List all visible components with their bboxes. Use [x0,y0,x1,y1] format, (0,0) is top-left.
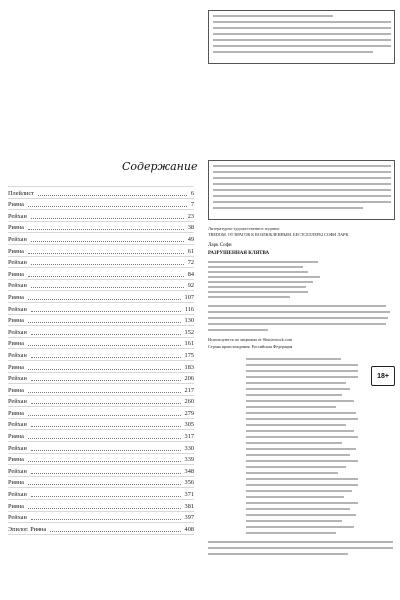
contents-entry-page: 116 [184,305,194,313]
contents-entry-page: 339 [184,456,194,464]
text-line [213,39,391,41]
text-line [208,317,388,319]
text-line [213,207,363,209]
contents-entry [8,268,194,280]
contents-entry-title: Рияна [8,293,24,301]
contents-entry [8,210,194,222]
contents-entry [8,407,194,419]
contents-entry-page: 7 [190,201,194,209]
contents-entry-page: 381 [184,502,194,510]
book-title: РАЗРУШЕННАЯ КЛЯТВА [208,251,270,256]
copyright-notice-box [208,10,395,64]
contents-entry-title: Плейлист [8,189,34,197]
contents-entry-title: Рейхан [8,491,27,499]
text-line [246,526,354,528]
contents-heading: Содержание [122,160,198,173]
contents-entry-title: Рияна [8,433,24,441]
contents-entry-title: Рияна [8,270,24,278]
text-line [246,358,341,360]
contents-entry [8,396,194,408]
contents-entry [8,361,194,373]
contents-entry-title: Рияна [8,317,24,325]
contents-entry [8,373,194,385]
contents-entry-title: Рияна [8,502,24,510]
dot-leader [28,392,181,393]
dot-leader [31,496,181,497]
contents-entry-title: Рияна [8,409,24,417]
text-line [246,508,350,510]
contents-entry-title: Рияна [8,363,24,371]
contents-entry [8,523,194,535]
dot-leader [31,403,181,404]
contents-entry-title: Рияна [8,340,24,348]
dot-leader [28,229,184,230]
text-line [213,51,373,53]
contents-entry-title: Рияна [8,479,24,487]
contents-entry [8,442,194,454]
text-line [213,171,391,173]
dot-leader [28,415,181,416]
dot-leader [28,369,181,370]
author-name: Ларк Софи [208,243,232,248]
contents-entry-title: Рейхан [8,235,27,243]
dot-leader [31,241,184,242]
contents-entry-page: 356 [184,479,194,487]
contents-entry-page: 305 [184,421,194,429]
text-line [246,514,356,516]
contents-entry [8,465,194,477]
contents-entry-title: Рейхан [8,375,27,383]
contents-entry-title: Рияна [8,201,24,209]
text-line [208,323,386,325]
text-line [208,291,308,293]
text-line [246,388,350,390]
series-label: Литературно-художественное издание [208,226,280,231]
dot-leader [28,206,187,207]
text-line [246,412,356,414]
contents-entry-page: 348 [184,467,194,475]
contents-entry [8,430,194,442]
text-line [246,454,350,456]
contents-entry-page: 107 [184,293,194,301]
contents-entry-page: 92 [187,282,194,290]
dot-leader [28,299,181,300]
contents-entry [8,512,194,524]
contents-entry [8,488,194,500]
dot-leader [31,473,181,474]
contents-entry [8,280,194,292]
dot-leader [31,287,184,288]
dot-leader [28,508,181,509]
text-line [246,394,342,396]
text-line [208,553,348,555]
text-line [213,165,391,167]
dot-leader [28,345,181,346]
text-line [208,311,390,313]
text-line [246,442,342,444]
contents-entry-page: 183 [184,363,194,371]
contents-entry [8,245,194,257]
dot-leader [28,322,181,323]
contents-entry [8,291,194,303]
contents-entry-page: 206 [184,375,194,383]
age-rating-badge: 18+ [371,366,395,386]
text-line [213,201,391,203]
contents-entry [8,419,194,431]
text-line [208,261,318,263]
text-line [246,520,342,522]
contents-entry-page: 317 [184,433,194,441]
imprint-page [206,0,400,600]
text-line [246,466,346,468]
dot-leader [31,311,181,312]
text-line [246,418,358,420]
dot-leader [28,484,181,485]
contents-entry [8,500,194,512]
contents-entry [8,257,194,269]
text-line [246,472,338,474]
contents-entry [8,233,194,245]
contents-entry-page: 84 [187,270,194,278]
text-line [208,305,386,307]
text-line [246,484,358,486]
contents-entry-title: Рияна [8,224,24,232]
contents-entry-title: Рейхан [8,421,27,429]
text-line [213,189,391,191]
text-line [213,177,391,179]
text-line [246,448,356,450]
contents-entry-title: Рияна [8,456,24,464]
dot-leader [28,438,181,439]
text-line [213,45,391,47]
contents-entry-title: Рияна [8,386,24,394]
text-line [246,364,358,366]
contents-entry [8,454,194,466]
text-line [246,370,358,372]
contents-entry [8,222,194,234]
contents-entry-page: 61 [187,247,194,255]
contents-entry [8,199,194,211]
contents-entry-page: 371 [184,491,194,499]
country-of-origin: Страна происхождения: Российская Федерация [208,344,293,349]
contents-entry-page: 38 [187,224,194,232]
dot-leader [28,253,184,254]
dot-leader [31,357,181,358]
text-line [246,400,354,402]
contents-entry-title: Эпилог. Рияна [8,525,47,533]
text-line [208,547,393,549]
text-line [246,424,346,426]
contents-entry-title: Рейхан [8,212,27,220]
dot-leader [31,519,181,520]
text-line [213,33,391,35]
contents-entry-page: 49 [187,235,194,243]
text-line [213,183,391,185]
text-line [208,541,393,543]
text-line [246,406,336,408]
contents-entry [8,384,194,396]
text-line [246,532,336,534]
text-line [246,430,354,432]
text-line [208,266,303,268]
contents-entry [8,338,194,350]
contents-entry-page: 23 [187,212,194,220]
contents-entry [8,186,194,199]
contents-entry-title: Рейхан [8,398,27,406]
text-line [246,436,358,438]
contents-entry-page: 6 [190,189,194,197]
text-line [246,460,358,462]
dot-leader [28,461,181,462]
text-line [208,329,268,331]
contents-entry-page: 408 [184,525,194,533]
dot-leader [28,276,184,277]
dot-leader [31,450,181,451]
dot-leader [31,264,184,265]
contents-entry [8,477,194,489]
contents-entry-title: Рейхан [8,514,27,522]
text-line [246,382,346,384]
contents-entry-title: Рейхан [8,305,27,313]
text-line [208,286,306,288]
contents-entry-page: 330 [184,444,194,452]
contents-entry [8,349,194,361]
text-line [213,195,391,197]
text-line [246,490,352,492]
dot-leader [31,218,184,219]
dot-leader [38,195,187,196]
contents-entry-title: Рейхан [8,328,27,336]
contents-entry-page: 72 [187,259,194,267]
contents-entry-page: 260 [184,398,194,406]
contents-entry-page: 217 [184,386,194,394]
dot-leader [31,380,181,381]
text-line [246,496,344,498]
contents-entry-page: 279 [184,409,194,417]
text-line [208,296,290,298]
text-line [213,21,391,23]
text-line [213,27,391,29]
text-line [208,276,320,278]
rights-notice-box [208,160,395,220]
contents-entry [8,315,194,327]
contents-list [8,186,194,535]
contents-entry [8,326,194,338]
contents-entry-title: Рейхан [8,259,27,267]
text-line [246,502,358,504]
text-line [213,15,333,17]
dot-leader [31,426,181,427]
contents-entry [8,303,194,315]
image-license-note: Используются по лицензии от Shutterstock.com [208,337,292,342]
text-line [208,281,313,283]
contents-entry-page: 161 [184,340,194,348]
contents-entry-page: 175 [184,351,194,359]
contents-entry-title: Рейхан [8,467,27,475]
dot-leader [31,334,181,335]
text-line [246,376,358,378]
contents-entry-title: Рейхан [8,444,27,452]
series-tagline: TREDOM. ОТ ВРАГОВ К ВОЗЛЮБЛЕННЫМ. БЕСТСЕЛЛЕРЫ СОФИ ЛАРК [208,232,349,237]
contents-entry-page: 152 [184,328,194,336]
text-line [208,271,308,273]
contents-entry-title: Рияна [8,247,24,255]
dot-leader [50,531,180,532]
contents-entry-page: 397 [184,514,194,522]
text-line [246,478,358,480]
contents-entry-title: Рейхан [8,282,27,290]
contents-entry-page: 130 [184,317,194,325]
contents-entry-title: Рейхан [8,351,27,359]
